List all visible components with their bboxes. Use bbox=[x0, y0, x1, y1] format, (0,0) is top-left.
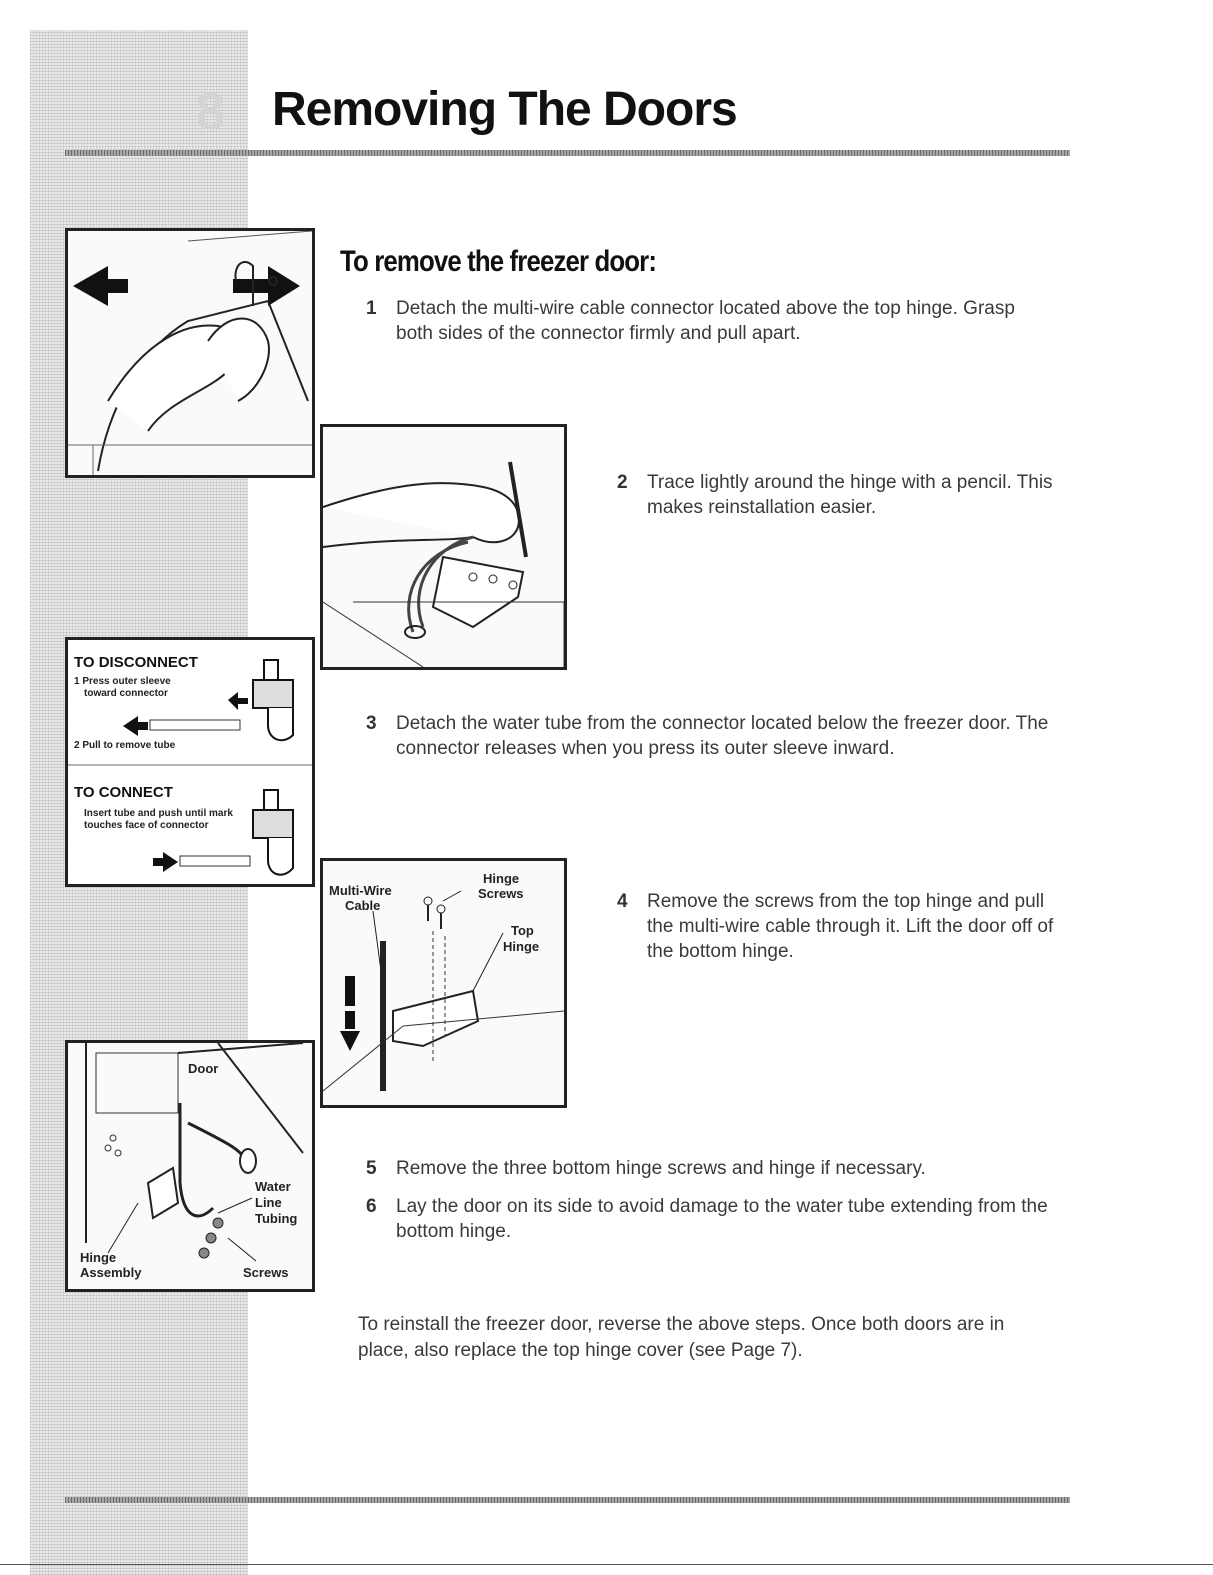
hinge-assembly-label-line1: Hinge bbox=[80, 1250, 117, 1265]
figure-top-hinge bbox=[320, 858, 567, 1108]
water-label: Water bbox=[255, 1179, 291, 1194]
hinge-assembly-label-line2: Assembly bbox=[80, 1265, 142, 1280]
footer-rule bbox=[65, 1497, 1070, 1503]
line-label: Line bbox=[255, 1195, 282, 1210]
connect-text-line2: touches face of connector bbox=[84, 820, 209, 831]
disconnect-step2: 2 Pull to remove tube bbox=[74, 740, 176, 751]
figure-trace-hinge bbox=[320, 424, 567, 670]
reinstall-note: To reinstall the freezer door, reverse the above steps. Once both doors are in place, also replace the top hinge cover (see Page 7). bbox=[358, 1314, 1005, 1361]
step-4 bbox=[617, 889, 1067, 964]
step-number: 4 bbox=[617, 891, 628, 912]
multi-wire-label: Multi-Wire bbox=[329, 883, 392, 898]
connect-text-line1: Insert tube and push until mark bbox=[84, 808, 233, 819]
step-text: Remove the screws from the top hinge and pull the multi-wire cable through it. Lift the door off of the bottom hinge. bbox=[647, 891, 1054, 962]
step-number: 2 bbox=[617, 472, 628, 493]
screws-label: Screws bbox=[243, 1265, 289, 1280]
hands-pulling-connector-illustration bbox=[68, 231, 312, 475]
page-edge-line bbox=[0, 1564, 1213, 1565]
step-text: Remove the three bottom hinge screws and hinge if necessary. bbox=[396, 1158, 926, 1179]
step-2 bbox=[617, 470, 1067, 520]
step-6 bbox=[366, 1194, 1066, 1244]
disconnect-heading: TO DISCONNECT bbox=[74, 654, 198, 671]
figure-bottom-hinge bbox=[65, 1040, 315, 1292]
disconnect-step1-line1: 1 Press outer sleeve bbox=[74, 676, 171, 687]
page-title: Removing The Doors bbox=[272, 83, 737, 136]
step-text: Trace lightly around the hinge with a pencil. This makes reinstallation easier. bbox=[647, 472, 1053, 518]
step-5 bbox=[366, 1156, 1066, 1181]
tubing-label: Tubing bbox=[255, 1211, 298, 1226]
section-heading: To remove the freezer door: bbox=[340, 245, 657, 278]
door-label: Door bbox=[188, 1061, 219, 1076]
chapter-number: 8 bbox=[196, 83, 225, 141]
top-hinge-label-line1: Top bbox=[511, 923, 534, 938]
step-number: 1 bbox=[366, 298, 377, 319]
header-rule bbox=[65, 150, 1070, 156]
step-1 bbox=[366, 296, 1056, 346]
pencil-tracing-hinge-illustration bbox=[323, 427, 564, 667]
step-text: Lay the door on its side to avoid damage to the water tube extending from the bottom hinge. bbox=[396, 1196, 1048, 1242]
step-number: 6 bbox=[366, 1196, 377, 1217]
step-number: 5 bbox=[366, 1158, 377, 1179]
figure-water-connector bbox=[65, 637, 315, 887]
step-3 bbox=[366, 711, 1066, 761]
cable-label: Cable bbox=[345, 898, 381, 913]
top-hinge-label-line2: Hinge bbox=[503, 939, 540, 954]
disconnect-step1-line2: toward connector bbox=[84, 688, 168, 699]
hinge-screws-label-line2: Screws bbox=[478, 886, 524, 901]
step-text: Detach the water tube from the connector located below the freezer door. The connector releases when you press its outer sleeve inward. bbox=[396, 713, 1049, 759]
figure-disconnect-cable bbox=[65, 228, 315, 478]
step-number: 3 bbox=[366, 713, 377, 734]
connect-heading: TO CONNECT bbox=[74, 784, 173, 801]
step-text: Detach the multi-wire cable connector located above the top hinge. Grasp both sides of the connector firmly and pull apart. bbox=[396, 298, 1015, 344]
hinge-screws-label-line1: Hinge bbox=[483, 871, 520, 886]
